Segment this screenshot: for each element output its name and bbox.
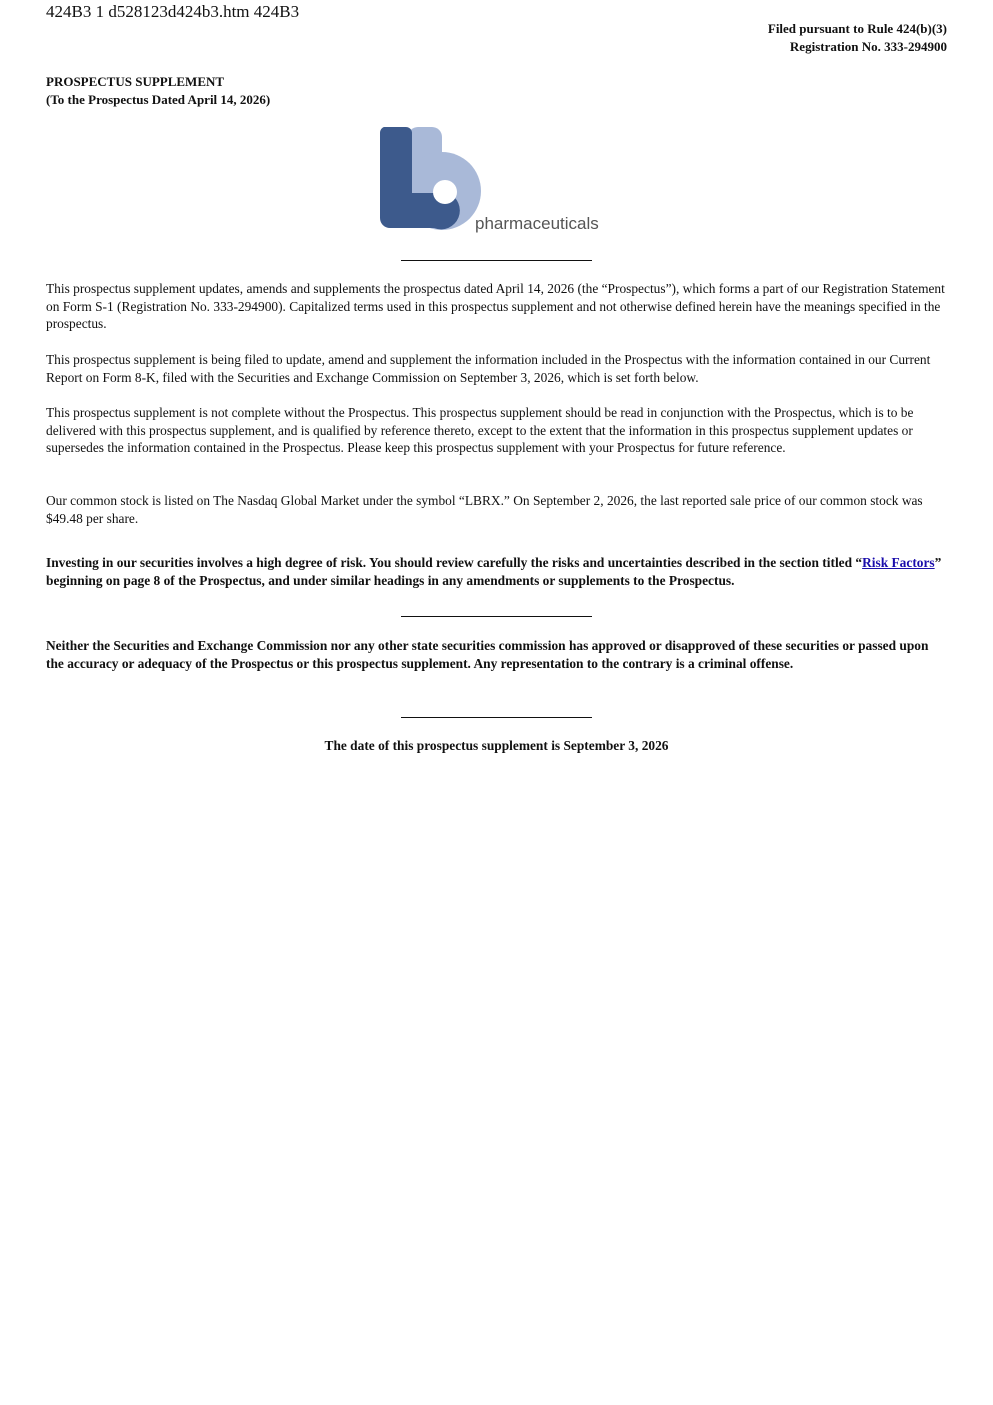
divider-top — [401, 260, 592, 261]
registration-number: Registration No. 333-294900 — [789, 39, 947, 54]
paragraph-purpose: This prospectus supplement is being filed to update, amend and supplement the information included in the Prospectus with the information contained in our Current Report on Form 8-K, filed with the Securities and Exchange Commission on September 3, 2026, which is set forth below. — [46, 352, 931, 385]
risk-notice — [46, 554, 948, 589]
filing-rule: Filed pursuant to Rule 424(b)(3) — [767, 21, 947, 36]
divider-middle — [401, 616, 592, 617]
document-header: 424B3 1 d528123d424b3.htm 424B3 — [46, 2, 300, 21]
risk-notice-text-after: ” beginning on page 8 of the Prospectus, and under similar headings in any amendments or supplements to the Prospectus. — [46, 555, 942, 588]
paragraph-read-with-prospectus: This prospectus supplement is not complete without the Prospectus. This prospectus supplement should be read in conjunction with the Prospectus, which is to be delivered with this prospectus supplement, and is qualified by reference thereto, except to the extent that the information in this prospectus supplement updates or supersedes the information contained in the Prospectus. Please keep this prospectus supplement with your Prospectus for future reference. — [46, 405, 914, 456]
sec-notice: Neither the Securities and Exchange Commission nor any other state securities commission has approved or disapproved of these securities or passed upon the accuracy or adequacy of the Prospectus or this prospectus supplement. Any representation to the contrary is a criminal offense. — [46, 638, 929, 671]
supplement-date: The date of this prospectus supplement is September 3, 2026 — [324, 738, 669, 753]
paragraph-stock-listing: Our common stock is listed on The Nasdaq Global Market under the symbol “LBRX.” On September 2, 2026, the last reported sale price of our common stock was $49.48 per share. — [46, 493, 923, 526]
filing-info — [768, 20, 947, 56]
logo-b-counter — [433, 180, 457, 204]
risk-notice-text-before: Investing in our securities involves a high degree of risk. You should review carefully the risks and uncertainties described in the section titled “ — [46, 555, 863, 570]
company-logo — [370, 125, 625, 237]
risk-factors-link[interactable]: Risk Factors — [862, 555, 935, 570]
divider-bottom — [401, 717, 592, 718]
supplement-title: PROSPECTUS SUPPLEMENT — [46, 74, 225, 89]
supplement-heading — [46, 73, 270, 109]
paragraph-intro: This prospectus supplement updates, amends and supplements the prospectus dated April 14, 2026 (the “Prospectus”), which forms a part of our Registration Statement on Form S-1 (Registration No. 333-294900). Capitalized terms used in this prospectus supplement and not otherwise defined herein have the meanings specified in the prospectus. — [46, 281, 945, 332]
supplement-subtitle: (To the Prospectus Dated April 14, 2026) — [46, 92, 271, 107]
logo-wordmark: pharmaceuticals — [475, 214, 599, 233]
